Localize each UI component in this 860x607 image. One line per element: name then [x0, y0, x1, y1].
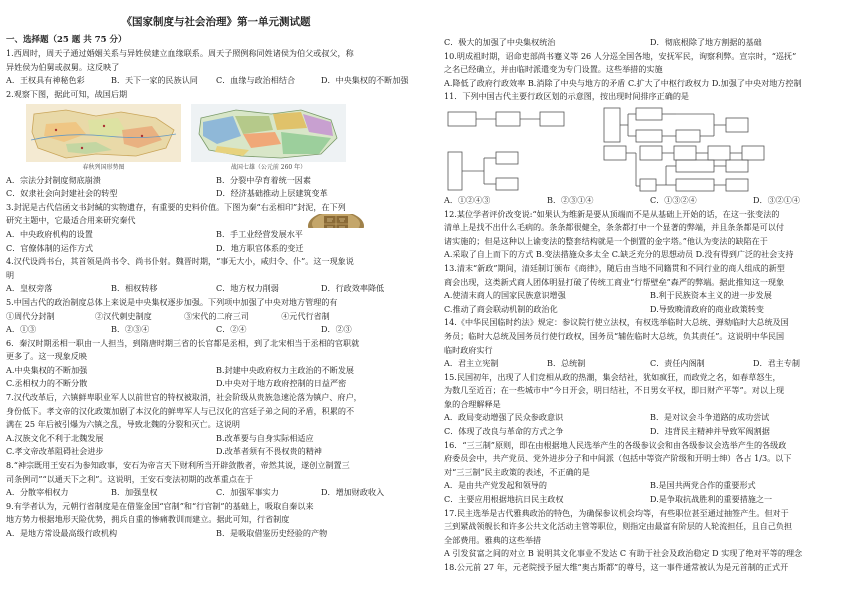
- option-a[interactable]: A．①③: [6, 324, 37, 335]
- option-b[interactable]: B.改革要与自身实际相适应: [216, 432, 314, 443]
- question-16: [444, 439, 856, 507]
- options-row: [444, 493, 856, 507]
- question-18-text: 18.公元前 27 年，元老院授予屋大维“奥古斯都”的尊号，这一事件通常被认为是元首制的正式开: [444, 562, 789, 572]
- option-c[interactable]: C.推动了商会联动机制的政治化: [444, 303, 558, 314]
- option-b[interactable]: B．②③①④: [547, 194, 594, 205]
- question-text: 10.明成祖时期，诏命吏部尚书蹇义等 26 人分巡全国各地，安抚军民，询察利弊。宣宗时，“巡抚”: [444, 50, 797, 61]
- option-d[interactable]: D．②③: [321, 324, 352, 335]
- option-b[interactable]: B.利于民族资本主义的进一步发展: [650, 290, 772, 301]
- question-12: [444, 208, 856, 262]
- option-a[interactable]: A．是由共产党发起和领导的: [444, 480, 547, 491]
- question-text: 2.观察下图，据此可知，战国后期: [6, 88, 128, 99]
- options-row: [6, 174, 426, 188]
- option-c[interactable]: C．②④: [216, 324, 247, 335]
- options-row: [444, 357, 856, 371]
- question-text: 全部费用。雅典的这些举措: [444, 534, 542, 545]
- option-c[interactable]: C．地方权力削弱: [216, 283, 279, 294]
- question-5: [6, 296, 426, 337]
- question-text: 清单上是找不出什么毛病的。条条都很健全，条条都打中一个显著的弊端，并且条条都是可以付: [444, 222, 784, 233]
- options-row: [6, 432, 426, 446]
- options-row: [444, 411, 856, 425]
- question-6: [6, 337, 426, 391]
- option-d[interactable]: D.改革者须有不畏权贵的精神: [216, 446, 322, 457]
- question-4: [6, 255, 426, 296]
- options-row: [444, 289, 856, 303]
- question-9: [6, 500, 426, 541]
- question-10: [444, 50, 856, 91]
- question-text: 身份低下。孝文帝的汉化政策加剧了本汉化的鲜卑军人与已汉化的宫廷子弟之间的矛盾，积累的不: [6, 405, 355, 416]
- option-d[interactable]: D．违背民主精神并导致军阀割据: [650, 426, 770, 437]
- question-text: 9.有学者认为，元朝行省制度是在借鉴金国“官制”和“行官制”的基础上，吸取自秦以来: [6, 500, 314, 511]
- option-c[interactable]: C.孝文帝改革阻碍社会进步: [6, 446, 104, 457]
- clay-seal-image: [306, 214, 366, 228]
- option-b[interactable]: B．是吸取借鉴历史经验的产物: [216, 528, 328, 538]
- question-17: [444, 507, 856, 575]
- question-text: 府委员会中，共产党员、党外进步分子和中间派（包括中等资产阶级和开明士绅）各占 1/3。以下: [444, 453, 792, 464]
- question-11: [444, 90, 856, 207]
- option-c[interactable]: C.丞相权力的不断分散: [6, 378, 88, 389]
- option-b[interactable]: B．是对议会斗争道路的成功尝试: [650, 412, 770, 423]
- options-row: [6, 445, 426, 459]
- option-d[interactable]: D.是争取抗战胜利的重要措施之一: [650, 494, 773, 505]
- question-13: [444, 262, 856, 316]
- options-row: [444, 36, 856, 50]
- question-text: 6．秦汉时期丞相一职由一人担当，到隋唐时期三省的长官都是丞相，到了北宋相当于丞相的官职就: [6, 337, 360, 348]
- option-c[interactable]: C．极大的加强了中央集权统治: [444, 37, 556, 47]
- map-warring-states: [191, 104, 346, 172]
- option-c[interactable]: C．①③②④: [650, 194, 697, 205]
- question-text: 12.某位学者评价改变说:“如果认为维新是要从顶端而不是从基础上开始的话，在这一张变法的: [444, 208, 780, 219]
- options-line[interactable]: A 引发贫富之间的对立 B 说明其文化事业不发达 C 有助于社会及政治稳定 D 实现了绝对平等的理念: [444, 548, 803, 559]
- option-c[interactable]: C．主要应用根据地抗日民主政权: [444, 494, 564, 505]
- option-d[interactable]: D．行政效率降低: [321, 283, 385, 294]
- option-b[interactable]: B.是国共两党合作的重要形式: [650, 480, 756, 491]
- question-text-row: [6, 214, 426, 228]
- option-b[interactable]: B．加强皇权: [111, 487, 158, 498]
- option-d[interactable]: D．君主专制: [753, 358, 800, 369]
- map-image-2: [191, 104, 346, 162]
- options-row: [444, 479, 856, 493]
- question-text: ①周代分封制 ②汉代刺史制度 ③宋代的二府三司 ④元代行省制: [6, 310, 330, 321]
- option-a[interactable]: A.中央集权的不断加强: [6, 364, 88, 375]
- question-1: [6, 47, 426, 88]
- question-text: 地方势力根据地形天险优势，拥兵自重的惨痛教训而建立。据此可知，行省制度: [6, 514, 290, 525]
- question-text: 8.“神宗既用王安石为参知政事，安石为帝言天下财利所当开辟敛散者，帝然其说，遂创立制置三: [6, 460, 350, 471]
- option-a[interactable]: A．①②④③: [444, 194, 491, 205]
- option-d[interactable]: D.中央对于地方政府控制的日益严密: [216, 378, 347, 389]
- option-a[interactable]: A．宗法分封制度彻底崩溃: [6, 174, 101, 185]
- option-d[interactable]: D．③②①④: [753, 194, 800, 205]
- question-text: 异姓侯为伯舅或叔舅。这反映了: [6, 61, 120, 72]
- options-row: [6, 282, 426, 296]
- question-text: 7.汉代改革后，六镇鲜卑职业军人以前世官的特权被取消，社会阶级从贵族急速沦落为镇户、府户，: [6, 392, 362, 403]
- question-text: 满在 25 年后被引爆为六镇之乱，导致北魏的分裂和灭亡。这说明: [6, 419, 240, 430]
- map-caption: 战国七雄（公元前 260 年）: [230, 163, 307, 171]
- diagram-3: [448, 152, 518, 190]
- option-c[interactable]: C．责任内阁制: [650, 358, 705, 369]
- options-row: [444, 425, 856, 439]
- option-d[interactable]: D．中央集权的不断加强: [321, 75, 409, 86]
- question-15: [444, 371, 856, 439]
- question-text: 15.民国初年，出现了人们竞相从政的热潮，集会结社，犹如疯狂，而政党之名，如春草怒生，: [444, 371, 781, 382]
- question-text: 为数几至近百；在一些城市中“今日开会，明日结社，不日男女平权，即日财产平等”。对以上现: [444, 385, 785, 396]
- option-a[interactable]: A．王权具有神秘色彩: [6, 75, 85, 86]
- question-text: 明: [6, 269, 15, 280]
- admin-division-diagrams: [444, 106, 856, 192]
- options-row: [444, 194, 856, 208]
- diagram-2: [604, 108, 748, 142]
- option-a[interactable]: A．君主立宪制: [444, 358, 499, 369]
- question-text: 13.清末“新政”期间，清廷制订颁布《商律》，随后由当地不同籍贯和不同行业的商人组成的新型: [444, 262, 785, 273]
- option-a[interactable]: A．是地方常设最高级行政机构: [6, 528, 118, 538]
- option-b[interactable]: B.封建中央政府权力主政治的不断发展: [216, 364, 355, 375]
- question-text: 司条例司”“以通天下之利”。这说明，王安石变法初期的改革重点在于: [6, 473, 254, 484]
- question-text: 象的合理解释是: [444, 398, 501, 409]
- option-a[interactable]: A.使清末商人的国家民族意识增强: [444, 290, 566, 301]
- option-a[interactable]: A．中央政府机构的设置: [6, 228, 93, 239]
- question-text: 3.封泥是古代信函文书封缄的实物遗存，有重要的史料价值。下图为秦“右丞相印”封泥，在下列: [6, 201, 346, 212]
- question-text: 对“三三制”民主政策的表述，不正确的是: [444, 466, 590, 477]
- question-7: [6, 391, 426, 459]
- options-line[interactable]: A.采取了自上而下的方式 B.变法措施众多太全 C.缺乏充分的思想动员 D.没有得到广泛的社会支持: [444, 249, 794, 260]
- question-text: 诸实施的；但是这种以上谕变法的整套结构就是一个倒置的金字塔。”他认为变法的缺陷在于: [444, 235, 768, 246]
- options-row: [6, 242, 426, 256]
- question-14: [444, 316, 856, 370]
- option-c[interactable]: C．血缘与政治相结合: [216, 75, 296, 86]
- question-text: 临时政府实行: [444, 344, 493, 355]
- option-d[interactable]: D．经济基础推动上层建筑变革: [216, 188, 328, 199]
- question-text: 之名已经确立，并由临时派遣变为专门设置。这些举措的实施: [444, 64, 663, 75]
- options-row: [444, 303, 856, 317]
- option-c[interactable]: C．加强军事实力: [216, 487, 279, 498]
- option-b[interactable]: B．②③④: [111, 324, 150, 335]
- option-b[interactable]: B．总统制: [547, 358, 586, 369]
- question-2: [6, 88, 426, 201]
- options-row: [6, 228, 426, 242]
- question-text: 研究主题中，它最适合用来研究秦代: [6, 215, 136, 226]
- diagram-4: [604, 146, 764, 191]
- option-d[interactable]: D.导致晚清政府的商业政策转变: [650, 303, 764, 314]
- options-row: [6, 377, 426, 391]
- map-image-1: [26, 104, 181, 162]
- map-spring-autumn: [26, 104, 181, 172]
- question-3: [6, 201, 426, 255]
- question-text: 1.西周时，周天子通过婚姻关系与异姓侯建立血缘联系。周天子照例称同姓诸侯为伯父或叔父，称: [6, 48, 354, 59]
- question-text: 4.汉代设尚书台，其首领是尚书令、尚书仆射。魏晋时期，“事无大小，咸归令、仆”。这一现象说: [6, 256, 354, 267]
- option-b[interactable]: B．手工业经营发展水平: [216, 228, 303, 239]
- option-a[interactable]: A．皇权旁落: [6, 283, 53, 294]
- question-text: 商会出现，这类新式商人团体明显打破了传统工商业“行帮壁垒”森严的弊端。据此推知这一现象: [444, 276, 785, 287]
- section-heading: 一、选择题（25 题 共 75 分）: [6, 34, 127, 45]
- options-row: [6, 187, 426, 201]
- right-column: [444, 36, 856, 575]
- options-row: [6, 364, 426, 378]
- question-8: [6, 459, 426, 500]
- option-a[interactable]: A．分散宰相权力: [6, 487, 69, 498]
- question-text: 更多了。这一现象反映: [6, 351, 87, 362]
- diagram-svg: [444, 106, 856, 192]
- options-line[interactable]: A.降低了政府行政效率 B.消除了中央与地方的矛盾 C.扩大了中枢行政权力 D.加强了中央对地方控制: [444, 77, 802, 88]
- option-c[interactable]: C．体现了改良与革命的方式之争: [444, 426, 564, 437]
- page-title: 《国家制度与社会治理》第一单元测试题: [121, 16, 311, 28]
- question-text: 16．“三三制”原则，即在由根据地人民选举产生的各级参议会和由各级参议会选举产生的各级政: [444, 439, 787, 450]
- option-d[interactable]: D．地方职官体系的变迁: [216, 242, 304, 253]
- question-text: 务员；临时大总统及国务员行使行政权，国务员“辅佐临时大总统，负其责任”。这说明中华民国: [444, 330, 785, 341]
- option-c[interactable]: C．奴隶社会向封建社会的转型: [6, 188, 118, 199]
- question-text: 5.中国古代的政治制度总体上来说是中央集权逐步加强。下列项中加强了中央对地方管理的有: [6, 296, 338, 307]
- question-text: 14.《中华民国临时约法》规定：参议院行使立法权，有权选举临时大总统、弹劾临时大总统及国: [444, 317, 789, 328]
- diagram-1: [448, 112, 564, 126]
- options-row: [6, 323, 426, 337]
- question-text: 三到紧战领舰长和许多公共文化活动主管等职位，则指定由最富有阶层的人轮流担任，且自己负担: [444, 521, 793, 532]
- option-d[interactable]: D．增加财政收入: [321, 487, 385, 498]
- question-text: 17.民主选举是古代雅典政治的特色，为确保参议机会均等，有些职位甚至通过抽签产生。但对于: [444, 507, 789, 518]
- question-text: 11．下列中国古代主要行政区划的示意图，按出现时间排序正确的是: [444, 91, 690, 102]
- options-row: [6, 486, 426, 500]
- left-column: [6, 0, 426, 541]
- option-c[interactable]: C．官僚体制的运作方式: [6, 242, 94, 253]
- option-b[interactable]: B．分裂中孕育着统一因素: [216, 174, 311, 185]
- option-d[interactable]: D．彻底根除了地方割据的基础: [650, 37, 762, 47]
- option-b[interactable]: B．相权转移: [111, 283, 158, 294]
- map-figures: [26, 104, 426, 172]
- option-b[interactable]: B．天下一家的民族认同: [111, 75, 198, 86]
- option-a[interactable]: A．政局变动增强了民众参政意识: [444, 412, 564, 423]
- map-caption: 春秋列国形势图: [82, 163, 125, 171]
- options-row: [6, 74, 426, 88]
- options-row: [6, 527, 426, 541]
- option-a[interactable]: A.汉族文化不利于北魏发展: [6, 432, 104, 443]
